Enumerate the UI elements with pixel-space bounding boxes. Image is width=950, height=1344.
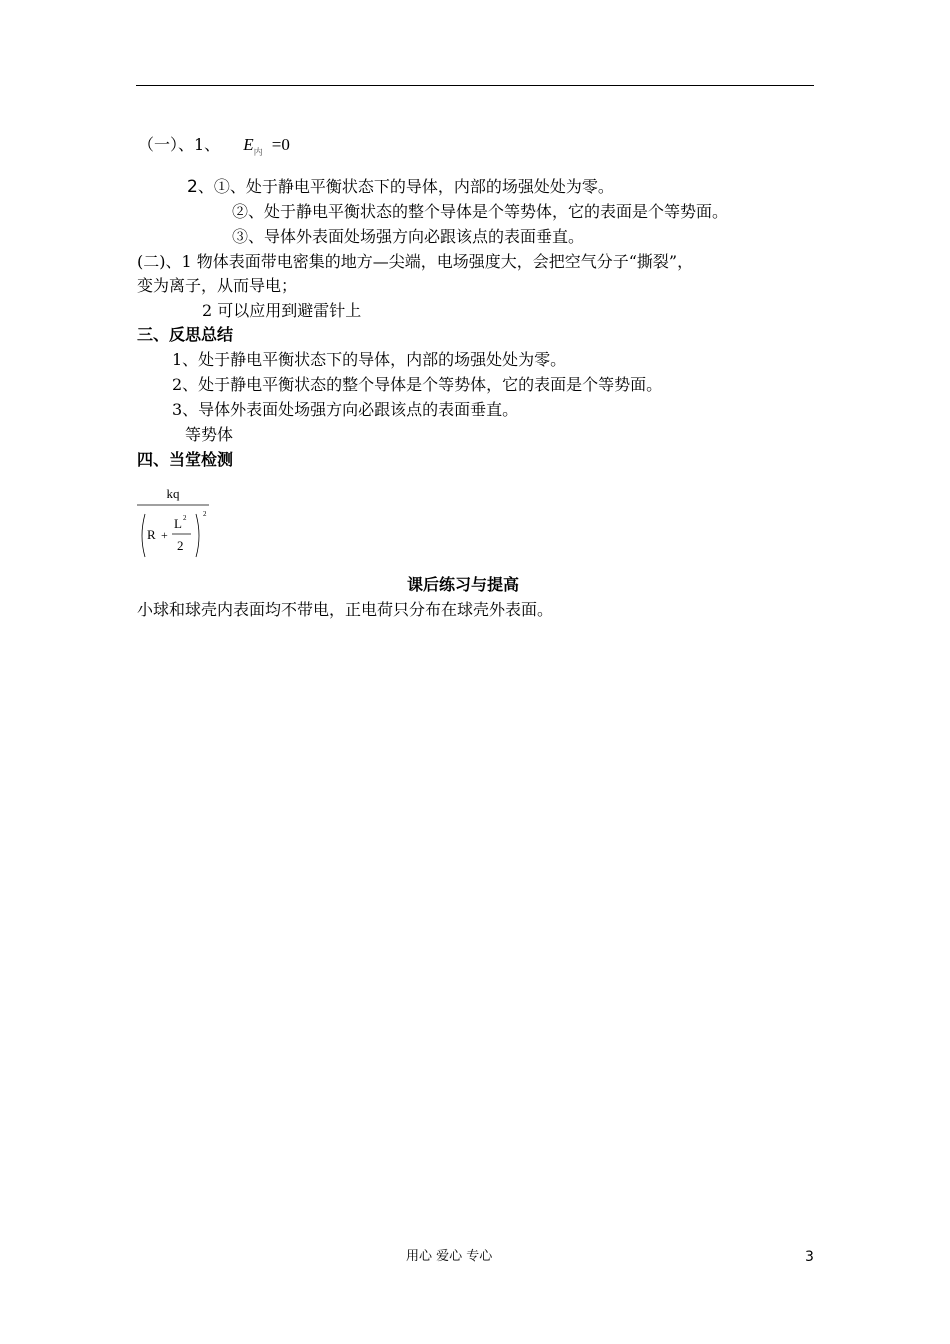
left-paren xyxy=(142,514,145,557)
formula-plus: + xyxy=(161,528,168,542)
sec3-item-1: 1、处于静电平衡状态下的导体，内部的场强处处为零。 xyxy=(172,350,567,369)
formula-L: L xyxy=(174,516,182,531)
header-rule xyxy=(136,85,814,86)
formula-R: R xyxy=(147,527,156,542)
e-equals-zero: =0 xyxy=(271,135,290,154)
sec1-item2c: ③、导体外表面处场强方向必跟该点的表面垂直。 xyxy=(232,227,585,246)
sec1-item2b: ②、处于静电平衡状态的整个导体是个等势体，它的表面是个等势面。 xyxy=(232,202,729,221)
sec3-item-3: 3、导体外表面处场强方向必跟该点的表面垂直。 xyxy=(172,400,519,419)
sec3-heading: 三、反思总结 xyxy=(137,325,234,344)
sec1-line1 xyxy=(138,134,290,159)
formula-image xyxy=(137,484,217,560)
sec2-line3: 2 可以应用到避雷针上 xyxy=(202,301,362,320)
formula-numerator: kq xyxy=(166,486,180,501)
e-subscript: 内 xyxy=(253,148,263,158)
formula-outer-exponent: 2 xyxy=(203,510,207,518)
formula-denominator-2: 2 xyxy=(177,538,184,553)
sec3-extra: 等势体 xyxy=(185,425,234,444)
sec3-item-2: 2、处于静电平衡状态的整个导体是个等势体，它的表面是个等势面。 xyxy=(172,375,663,394)
formula-L-exponent: 2 xyxy=(183,514,187,522)
item2-text: 、①、处于静电平衡状态下的导体，内部的场强处处为零。 xyxy=(197,177,614,196)
sec2-line2: 变为离子，从而导电； xyxy=(137,276,298,295)
e-symbol: E xyxy=(243,135,254,154)
after-heading: 课后练习与提高 xyxy=(407,575,520,594)
sec4-heading: 四、当堂检测 xyxy=(137,450,234,469)
sec2-line1: (二)、1 物体表面带电密集的地方—尖端，电场强度大，会把空气分子“撕裂”， xyxy=(137,252,694,271)
sec1-item2 xyxy=(187,176,614,198)
item2-number: 2 xyxy=(187,177,198,197)
footer-center: 用心 爱心 专心 xyxy=(406,1249,493,1264)
page-number: 3 xyxy=(805,1249,814,1265)
after-text: 小球和球壳内表面均不带电，正电荷只分布在球壳外表面。 xyxy=(137,600,554,619)
right-paren xyxy=(196,514,199,557)
sec1-prefix: （一）、1、 xyxy=(138,135,221,154)
